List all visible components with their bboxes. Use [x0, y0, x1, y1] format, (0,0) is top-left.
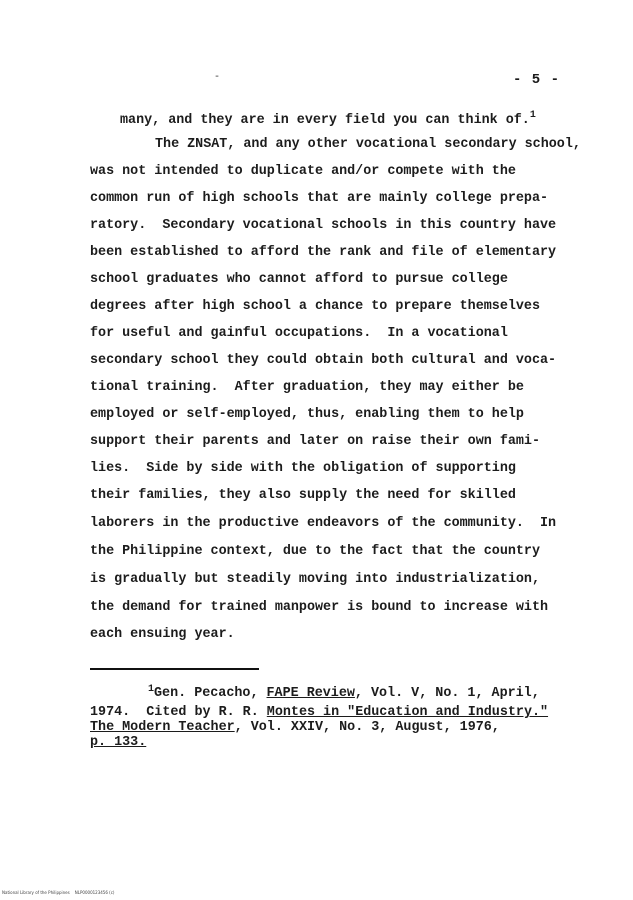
body-line: many, and they are in every field you can think of.$^1$	[120, 110, 536, 128]
body-line: lies. Side by side with the obligation of supporting	[90, 461, 516, 476]
footnote-line: The Modern Teacher, Vol. XXIV, No. 3, August, 1976,	[90, 720, 500, 735]
body-line: their families, they also supply the need for skilled	[90, 488, 516, 503]
body-line: the demand for trained manpower is bound to increase with	[90, 600, 549, 615]
footnote-author: Montes in "Education and Industry."	[266, 705, 549, 720]
footnote-line: p. 133.	[90, 735, 147, 750]
body-line: the Philippine context, due to the fact that the country	[90, 544, 540, 559]
body-line: employed or self-employed, thus, enabling them to help	[90, 407, 524, 422]
body-line: secondary school they could obtain both cultural and voca-	[90, 353, 557, 368]
body-line: tional training. After graduation, they may either be	[90, 380, 524, 395]
body-line: common run of high schools that are mainly college prepa-	[90, 191, 549, 206]
page-number: - 5 -	[513, 72, 561, 88]
footnote-separator	[90, 668, 259, 670]
body-line: laborers in the productive endeavors of the community. In	[90, 516, 557, 531]
body-line: was not intended to duplicate and/or compete with the	[90, 164, 516, 179]
footnote-line: 1974. Cited by R. R. Montes in "Education and Industry."	[90, 705, 549, 720]
body-line: for useful and gainful occupations. In a vocational	[90, 326, 508, 341]
footnote-marker: 1	[148, 684, 155, 695]
footnote-journal: FAPE Review	[266, 686, 355, 701]
footnote-journal: The Modern Teacher	[90, 720, 235, 735]
body-line: ratory. Secondary vocational schools in this country have	[90, 218, 557, 233]
footnote-line: $^1$Gen. Pecacho, FAPE Review, Vol. V, No. 1, April,	[148, 684, 540, 701]
body-line: school graduates who cannot afford to pursue college	[90, 272, 508, 287]
body-line: support their parents and later on raise their own fami-	[90, 434, 540, 449]
body-line: been established to afford the rank and file of elementary	[90, 245, 557, 260]
stray-mark: -	[214, 72, 221, 83]
body-line: each ensuing year.	[90, 627, 235, 642]
body-line: The ZNSAT, and any other vocational secondary school,	[155, 137, 581, 152]
footnote-reference: 1	[529, 110, 536, 121]
page-footer: National Library of the Philippines NLP0000123456 (c)	[2, 890, 115, 895]
body-line: degrees after high school a chance to prepare themselves	[90, 299, 540, 314]
body-line: is gradually but steadily moving into industrialization,	[90, 572, 540, 587]
